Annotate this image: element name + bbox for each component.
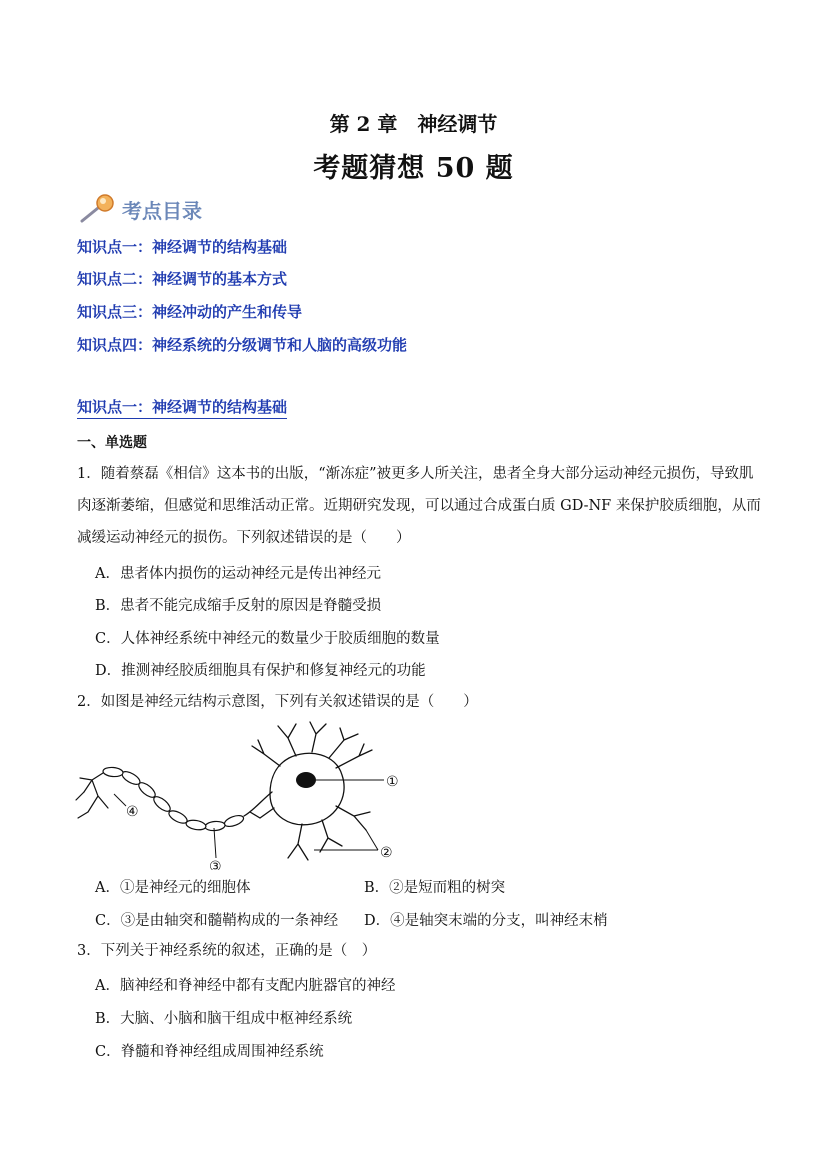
q1-option-d: D．推测神经胶质细胞具有保护和修复神经元的功能: [95, 663, 426, 679]
q3-option-c: C．脊髓和脊神经组成周围神经系统: [95, 1044, 324, 1060]
q1-option-b: B．患者不能完成缩手反射的原因是脊髓受损: [95, 598, 382, 614]
label-3: ③: [209, 859, 222, 870]
q2-option-c: C．③是由轴突和髓鞘构成的一条神经: [95, 913, 339, 929]
nucleus-shape: [296, 772, 316, 788]
label-4: ④: [126, 804, 139, 820]
page-title: 考题猜想 50 题: [313, 153, 514, 184]
magnifier-icon: [78, 192, 118, 226]
section-heading: 知识点一：神经调节的结构基础: [77, 396, 287, 419]
q2-stem: 2．如图是神经元结构示意图，下列有关叙述错误的是（ ）: [77, 694, 478, 710]
q2-option-a: A．①是神经元的细胞体: [95, 880, 251, 896]
toc-link-1[interactable]: 知识点一：神经调节的结构基础: [77, 238, 288, 256]
q2-option-b: B．②是短而粗的树突: [364, 880, 506, 896]
toc-link-4[interactable]: 知识点四：神经系统的分级调节和人脑的高级功能: [77, 336, 408, 354]
q3-option-a: A．脑神经和脊神经中都有支配内脏器官的神经: [95, 978, 396, 994]
question-type-heading: 一、单选题: [77, 435, 147, 451]
q1-option-c: C．人体神经系统中神经元的数量少于胶质细胞的数量: [95, 631, 440, 647]
label-1: ①: [386, 774, 399, 790]
neuron-diagram: [74, 720, 414, 870]
chapter-title: 第 2 章 神经调节: [329, 112, 498, 136]
q2-option-d: D．④是轴突末端的分支，叫神经末梢: [364, 913, 608, 929]
q1-stem-line-3: 减缓运动神经元的损伤。下列叙述错误的是（ ）: [77, 530, 411, 546]
q1-stem-line-1: 1．随着蔡磊《相信》这本书的出版，“渐冻症”被更多人所关注，患者全身大部分运动神经元损伤，导致肌: [77, 466, 754, 482]
toc-heading-label: 考点目录: [122, 199, 202, 223]
q3-stem: 3．下列关于神经系统的叙述，正确的是（ ）: [77, 943, 377, 959]
toc-link-3[interactable]: 知识点三：神经冲动的产生和传导: [77, 303, 303, 321]
label-2: ②: [380, 845, 393, 861]
q1-stem-line-2: 肉逐渐萎缩，但感觉和思维活动正常。近期研究发现，可以通过合成蛋白质 GD-NF 来保护胶质细胞，从而: [77, 498, 761, 514]
toc-link-2[interactable]: 知识点二：神经调节的基本方式: [77, 270, 288, 288]
q3-option-b: B．大脑、小脑和脑干组成中枢神经系统: [95, 1011, 353, 1027]
q1-option-a: A．患者体内损伤的运动神经元是传出神经元: [95, 566, 381, 582]
